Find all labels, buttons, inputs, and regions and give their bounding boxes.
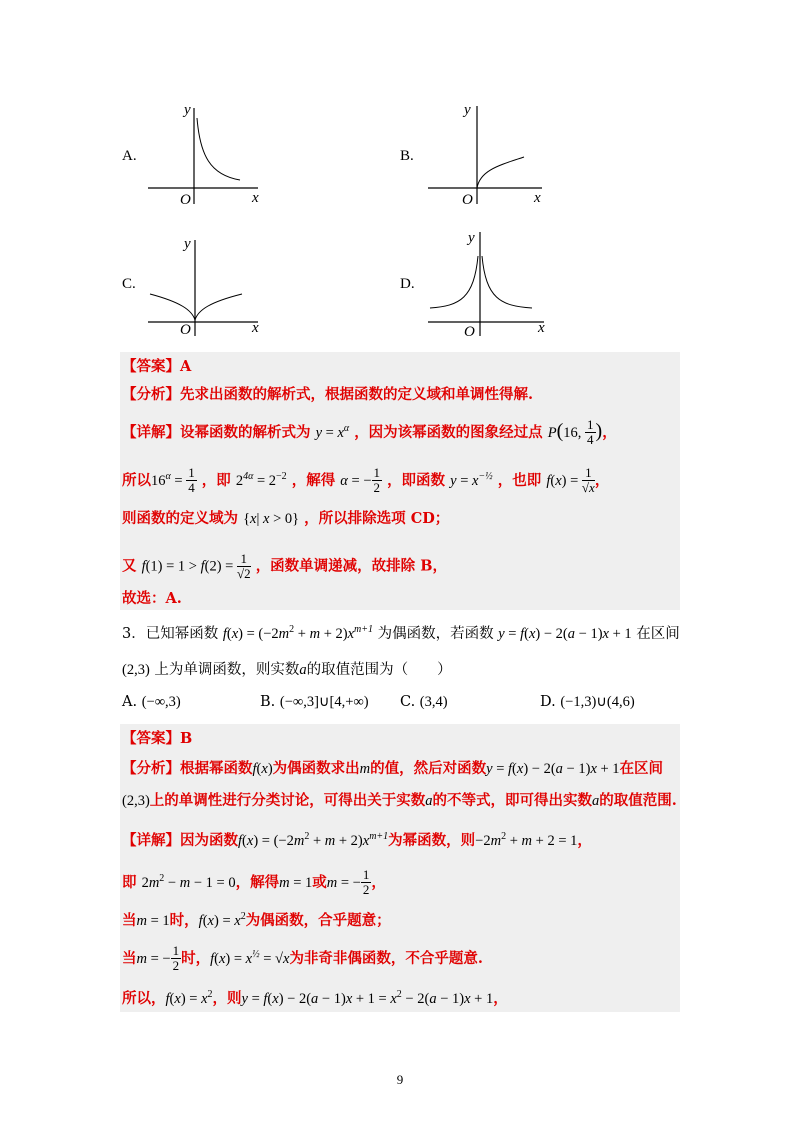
graph-b — [420, 100, 560, 210]
q3-analysis-1-c: 的值，然后对函数 — [370, 760, 487, 777]
q2-detail-1-b: ，因为该幂函数的图象经过点 — [354, 423, 543, 441]
q3-detail-2-b: ，解得 — [235, 873, 280, 891]
q3-option-a-value: (−∞,3) — [141, 694, 181, 710]
q2-detail-2: 所以$16^\alpha$ = $\frac{1}{4}$ ，即 $2^{4\alpha} = 2^{-2}$ ，解得 α = − $\frac{1}{2}$ ，即函数 $y = x^{-\frac{1}{2}}$ ，也即 f(x) = $\frac{1}{√x}$ ， — [122, 465, 610, 496]
q3-detail-4-c: 为非奇非偶函数，不合乎题意. — [289, 949, 483, 967]
q3-detail-3-a: 当 — [122, 911, 137, 929]
q3-stem-1-c: 在区间 — [636, 626, 680, 642]
graph-b-origin: O — [462, 192, 473, 208]
q3-detail-1-a: 【详解】因为函数 — [122, 831, 238, 849]
q3-detail-5-a: 所以， — [122, 989, 166, 1007]
graph-a-x-label: x — [252, 190, 259, 206]
q3-option-c-label: C. — [400, 694, 416, 710]
q3-detail-2-a: 即 — [122, 873, 137, 891]
q3-answer: 【答案】B — [122, 730, 193, 747]
q3-option-b-value: (−∞,3]∪[4,+∞) — [279, 694, 369, 710]
q3-analysis-1: 【分析】根据幂函数f(x)为偶函数求出m的值，然后对函数y = f(x) − 2(a − 1)x + 1在区间 — [122, 760, 664, 777]
q3-detail-4: 当m = − $\frac{1}{2}$ 时，$f(x) = x^{\frac{1}{2}} = √x$为非奇非偶函数，不合乎题意. — [122, 943, 483, 974]
q3-analysis-1-d: 在区间 — [619, 760, 664, 777]
q3-stem-2: (2,3) 上为单调函数，则实数a的取值范围为（ ） — [122, 662, 452, 678]
q3-option-a-label: A. — [122, 694, 138, 710]
q2-choose: 故选：A. — [122, 590, 182, 607]
q3-stem-1-a: 3．已知幂函数 — [122, 626, 219, 642]
q3-analysis-1-a: 【分析】根据幂函数 — [122, 760, 253, 777]
graph-c-origin: O — [180, 322, 191, 338]
q2-detail-2-e: ，也即 — [497, 471, 542, 489]
q3-option-b-label: B. — [260, 694, 276, 710]
option-c-label: C. — [122, 276, 136, 292]
graph-d-origin: O — [464, 324, 475, 340]
q3-detail-3: 当m = 1时，$f(x) = x^2$为偶函数，合乎题意； — [122, 911, 391, 929]
q2-detail-4-a: 又 — [122, 557, 137, 575]
q3-option-c-value: (3,4) — [419, 694, 448, 710]
q3-detail-2-c: 或 — [312, 873, 327, 891]
q2-analysis: 【分析】先求出函数的解析式，根据函数的定义域和单调性得解. — [122, 386, 534, 403]
graph-b-x-label: x — [534, 190, 541, 206]
q3-detail-5-b: ，则 — [212, 989, 242, 1007]
q3-detail-3-c: 为偶函数，合乎题意； — [245, 911, 391, 929]
graph-a-origin: O — [180, 192, 191, 208]
q3-analysis-2-c: 的取值范围. — [599, 792, 677, 809]
q3-option-d-label: D. — [540, 694, 556, 710]
q2-detail-4: 又 f(1) = 1 > f(2) = $\frac{1}{√2}$ ，函数单调递减，故排除 B， — [122, 551, 447, 581]
graph-a — [140, 100, 270, 210]
q3-detail-3-b: 时， — [169, 911, 199, 929]
graph-c — [140, 232, 270, 340]
graph-b-y-label: y — [464, 102, 471, 118]
q3-stem-1: 3．已知幂函数 $f(x) = (-2m^2 + m + 2)x^{m+1}$ 为偶函数，若函数 y = f(x) − 2(a − 1)x + 1 在区间 — [122, 624, 680, 642]
q3-stem-2-a: 上为单调函数，则实数 — [154, 662, 300, 678]
option-b-label: B. — [400, 148, 414, 164]
q2-detail-1-a: 【详解】设幂函数的解析式为 — [122, 423, 311, 441]
q3-analysis-1-b: 为偶函数求出 — [272, 760, 360, 777]
q2-detail-3-a: 则函数的定义域为 — [122, 510, 238, 527]
q2-detail-2-a: 所以 — [122, 471, 151, 489]
q2-detail-3: 则函数的定义域为 {x| x > 0} ，所以排除选项 CD； — [122, 510, 450, 527]
q3-stem-1-b: 为偶函数，若函数 — [377, 626, 494, 642]
q2-detail-2-d: ，即函数 — [387, 471, 446, 489]
q2-detail-1: 【详解】设幂函数的解析式为 $y = x^\alpha$ ，因为该幂函数的图象经过点 P(16, $\frac{1}{4}$ )， — [122, 417, 617, 448]
graph-d — [420, 228, 560, 340]
q3-detail-5: 所以，$f(x) = x^2$，则$y = f(x) - 2(a - 1)x + 1 = x^2 - 2(a - 1)x + 1$， — [122, 989, 508, 1007]
q3-analysis-2-a: 上的单调性进行分类讨论，可得出关于实数 — [149, 792, 426, 809]
q2-detail-3-b: ，所以排除选项 CD； — [304, 510, 450, 527]
q2-detail-4-b: ，函数单调递减，故排除 B， — [255, 557, 447, 575]
q3-detail-4-a: 当 — [122, 949, 137, 967]
graph-d-y-label: y — [468, 230, 475, 246]
graph-c-y-label: y — [184, 236, 191, 252]
q2-detail-2-b: ，即 — [201, 471, 231, 489]
graph-a-y-label: y — [184, 102, 191, 118]
q3-detail-1: 【详解】因为函数$f(x) = (-2m^2 + m + 2)x^{m+1}$为幂函数，则$-2m^2 + m + 2 = 1$， — [122, 831, 592, 849]
q3-option-d — [540, 694, 635, 711]
option-a-label: A. — [122, 148, 137, 164]
q3-option-b — [260, 694, 369, 711]
graph-d-x-label: x — [538, 320, 545, 336]
q2-detail-2-c: ，解得 — [291, 471, 336, 489]
option-d-label: D. — [400, 276, 415, 292]
q3-detail-4-b: 时， — [181, 949, 211, 967]
q3-detail-2: 即 $2m^2 - m - 1 = 0$，解得m = 1或m = − $\frac{1}{2}$ ， — [122, 867, 386, 898]
q3-option-a — [122, 694, 181, 711]
q3-option-d-value: (−1,3)∪(4,6) — [560, 694, 635, 710]
q3-option-c — [400, 694, 448, 711]
q3-stem-2-b: 的取值范围为（ ） — [306, 662, 452, 678]
graph-c-x-label: x — [252, 320, 259, 336]
q3-analysis-2-b: 的不等式，即可得出实数 — [432, 792, 593, 809]
q3-analysis-2: (2,3)上的单调性进行分类讨论，可得出关于实数a的不等式，即可得出实数a的取值范围. — [122, 792, 677, 809]
q3-detail-1-b: 为幂函数，则 — [388, 831, 476, 849]
q2-answer: 【答案】A — [122, 358, 192, 375]
page-number: 9 — [396, 1072, 404, 1087]
